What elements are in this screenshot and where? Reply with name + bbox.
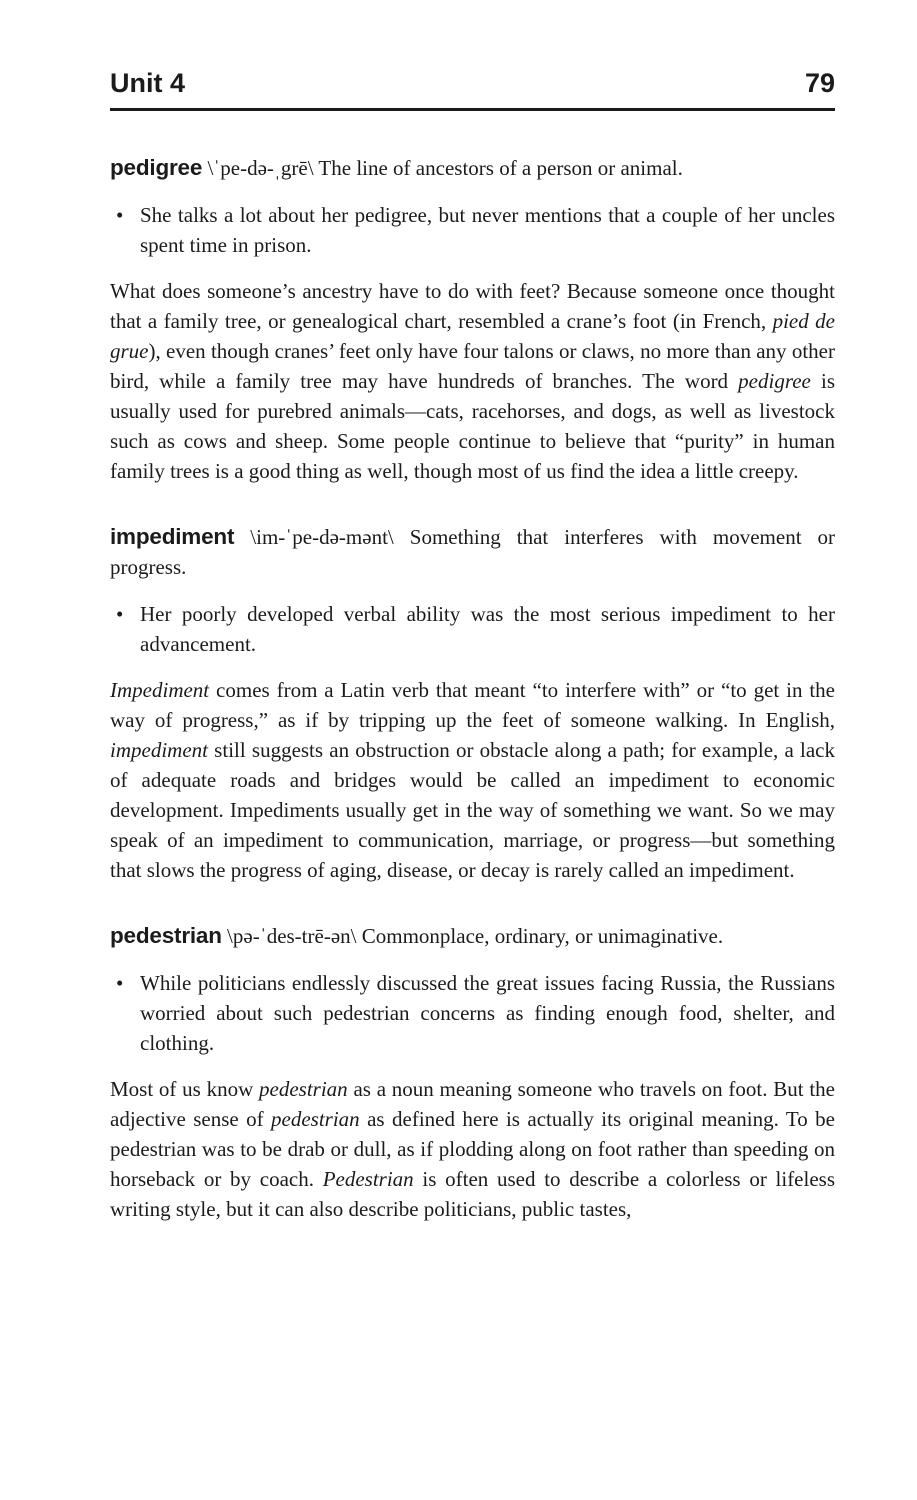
definition-line [110, 153, 835, 183]
commentary-paragraph: Most of us know pedestrian as a noun meaning someone who travels on foot. But the adjective sense of pedestrian as defined here is actually its original meaning. To be pedestrian was to be drab or dull, as if plodding along on foot rather than speeding on horseback or by coach. Pedestrian is often used to describe a colorless or lifeless writing style, but it can also describe politicians, public tastes, [110, 1077, 836, 1221]
entry-pedestrian [110, 921, 835, 1224]
definition-line [110, 522, 835, 582]
example-list [110, 200, 835, 260]
commentary-paragraph: What does someone’s ancestry have to do with feet? Because someone once thought that a family tree, or genealogical chart, resembled a crane’s foot (in French, pied de grue), even though cranes’ feet only have four talons or claws, no more than any other bird, while a family tree may have hundreds of branches. The word pedigree is usually used for purebred animals—cats, racehorses, and dogs, as well as livestock such as cows and sheep. Some people continue to believe that “purity” in human family trees is a good thing as well, though most of us find the idea a little creepy. [110, 279, 836, 483]
definition-text: Commonplace, ordinary, or unimaginative. [361, 924, 724, 948]
page-header [110, 68, 835, 111]
example-list [110, 599, 835, 659]
definition-text: Something that interferes with movement or progress. [110, 525, 836, 579]
definition-line [110, 921, 835, 951]
pronunciation: \pə-ˈdes-trē-ən\ [227, 924, 357, 948]
page-number: 79 [804, 68, 835, 98]
pronunciation: \ˈpe-də-ˌgrē\ [207, 156, 314, 180]
headword: pedigree [110, 155, 203, 180]
commentary-paragraph: Impediment comes from a Latin verb that meant “to interfere with” or “to get in the way of progress,” as if by tripping up the feet of someone walking. In English, impediment still suggests an obstruction or obstacle along a path; for example, a lack of adequate roads and bridges would be called an impediment to economic development. Impediments usually get in the way of something we want. So we may speak of an impediment to communication, marriage, or progress—but something that slows the progress of aging, disease, or decay is rarely called an impediment. [110, 678, 835, 882]
entry-impediment [110, 522, 835, 885]
example-list [110, 968, 835, 1058]
headword: impediment [110, 524, 235, 549]
unit-title: Unit 4 [110, 68, 186, 98]
example-sentence: • While politicians endlessly discussed the great issues facing Russia, the Russians worried about such pedestrian concerns as finding enough food, shelter, and clothing. [110, 968, 835, 1058]
entry-pedigree [110, 153, 835, 486]
pronunciation: \im-ˈpe-də-mənt\ [250, 525, 394, 549]
example-sentence: • Her poorly developed verbal ability was the most serious impediment to her advancement. [110, 599, 835, 659]
definition-text: The line of ancestors of a person or animal. [318, 156, 683, 180]
example-sentence: • She talks a lot about her pedigree, but never mentions that a couple of her uncles spent time in prison. [110, 200, 835, 260]
headword: pedestrian [110, 923, 222, 948]
